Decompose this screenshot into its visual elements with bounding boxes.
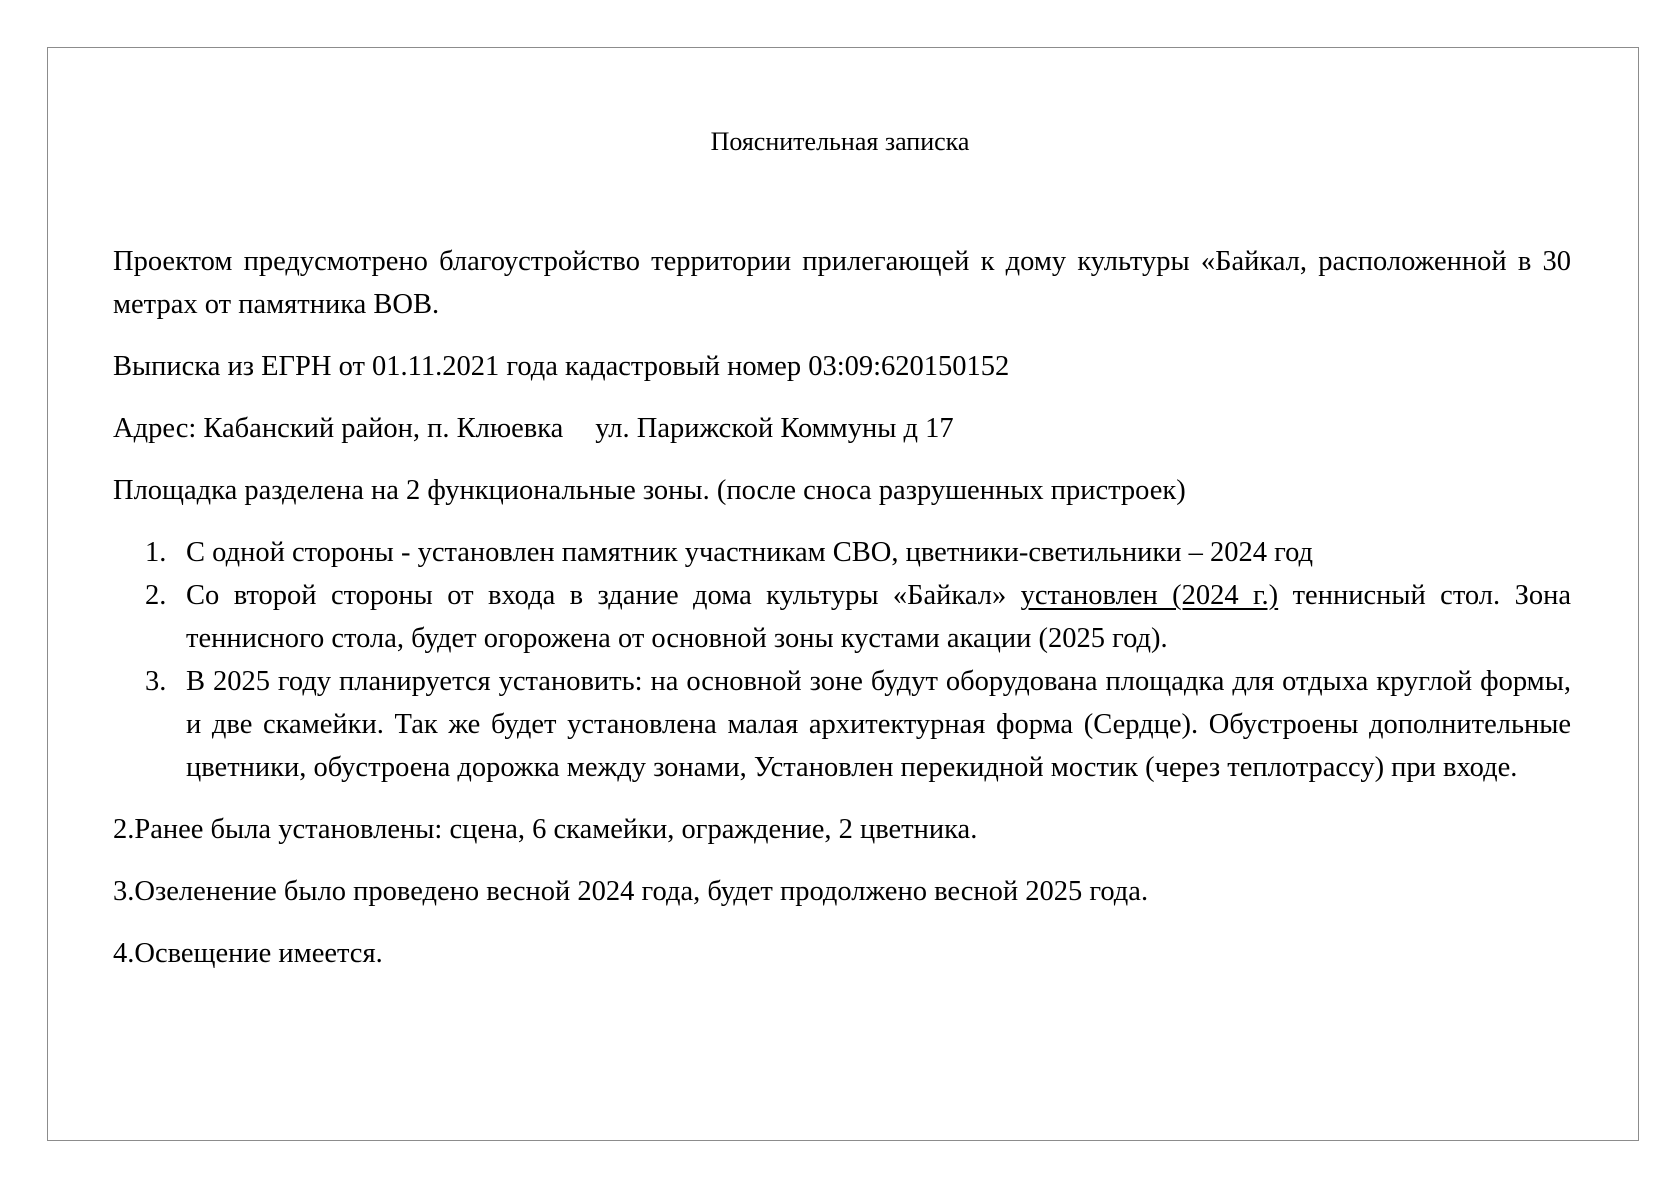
list-item-number: 1. <box>145 537 167 568</box>
list-item-text-after: теннисный стол. Зона теннисного стола, будет огорожена от основной зоны кустами акации (2025 год). <box>186 580 1571 654</box>
item-2-paragraph: 2.Ранее была установлены: сцена, 6 скамейки, ограждение, 2 цветника. <box>113 814 978 845</box>
address-locality: Адрес: Кабанский район, п. Клюевка <box>113 413 564 444</box>
item-3-paragraph: 3.Озеленение было проведено весной 2024 года, будет продолжено весной 2025 года. <box>113 876 1149 907</box>
list-item-text: С одной стороны - установлен памятник участникам СВО, цветники-светильники – 2024 год <box>186 537 1314 568</box>
list-item-number: 2. <box>145 580 167 611</box>
list-item-text-before: Со второй стороны от входа в здание дома культуры «Байкал» <box>186 580 1021 611</box>
list-item <box>145 574 1571 660</box>
intro-paragraph: Проектом предусмотрено благоустройство территории прилегающей к дому культуры «Байкал, расположенной в 30 метрах от памятника ВОВ. <box>113 246 1571 320</box>
document-title: Пояснительная записка <box>710 127 970 156</box>
address-paragraph <box>113 407 1571 450</box>
item-4-paragraph: 4.Освещение имеется. <box>113 938 383 969</box>
list-item-underlined-text: установлен (2024 г.) <box>1020 580 1279 611</box>
address-street: ул. Парижской Коммуны д 17 <box>595 413 954 444</box>
list-item-text: В 2025 году планируется установить: на основной зоне будут оборудована площадка для отдыха круглой формы, и две скамейки. Так же будет установлена малая архитектурная форма (Сердце). Обустроены дополнительные цветники, обустроена дорожка между зонами, Установлен перекидной мостик (через теплотрассу) при входе. <box>186 666 1571 783</box>
zones-list <box>113 531 1571 789</box>
list-item <box>145 531 1571 574</box>
list-item-number: 3. <box>145 666 167 697</box>
egrn-paragraph: Выписка из ЕГРН от 01.11.2021 года кадастровый номер 03:09:620150152 <box>113 351 1010 382</box>
document-body <box>113 240 1571 994</box>
zones-paragraph: Площадка разделена на 2 функциональные зоны. (после сноса разрушенных пристроек) <box>113 475 1186 506</box>
list-item <box>145 660 1571 789</box>
